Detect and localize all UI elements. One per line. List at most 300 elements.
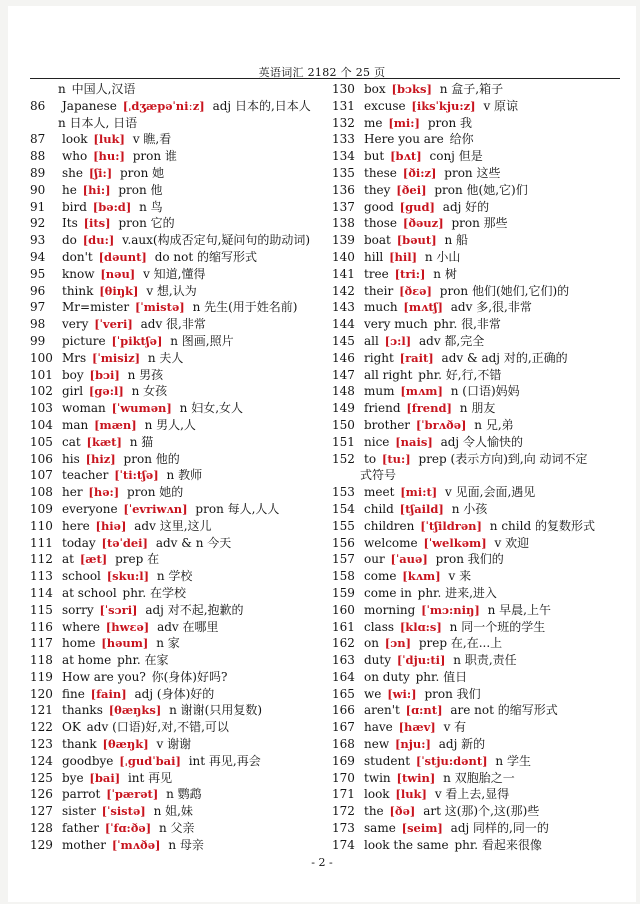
- entry-body: [62, 350, 330, 367]
- entry-phonetic: [tu:]: [381, 451, 411, 466]
- entry-phonetic: [bʌt]: [390, 149, 422, 164]
- entry-number: 86: [30, 98, 46, 113]
- entry-number: 172: [332, 804, 355, 819]
- entry-definition: n 职责,责任: [453, 653, 517, 668]
- entry-phonetic: [ˈdju:ti]: [396, 653, 446, 668]
- entry-word: we: [364, 686, 382, 701]
- entry-definition: adj 对不起,抱歉的: [145, 602, 244, 617]
- entry-phonetic: [mi:t]: [400, 485, 438, 500]
- entry-word: good: [364, 199, 394, 214]
- entry-number: 90: [30, 182, 46, 197]
- entry-number: 166: [332, 703, 355, 718]
- entry-phonetic: [hi:]: [82, 182, 111, 197]
- entry-definition: phr. 看起来很像: [454, 837, 542, 852]
- entry-word: today: [62, 535, 96, 550]
- entry-body: [62, 652, 330, 669]
- entry-word: How are you?: [62, 669, 146, 684]
- entry-phonetic: [ˈmisiz]: [92, 350, 141, 365]
- vocab-entry: [30, 686, 330, 703]
- entry-definition: adj 新的: [438, 737, 486, 752]
- vocab-entry: [30, 619, 330, 636]
- entry-phonetic: [hil]: [389, 249, 418, 264]
- entry-word: look: [62, 132, 88, 147]
- entry-definition: v 谢谢: [156, 737, 192, 752]
- entry-word: Here you are: [364, 132, 444, 147]
- entry-body: [62, 518, 330, 535]
- entry-definition: n 朋友: [459, 401, 496, 416]
- entry-number: 148: [332, 384, 355, 399]
- entry-definition: n 男孩: [127, 367, 164, 382]
- entry-body: [364, 383, 626, 400]
- entry-word: their: [364, 283, 394, 298]
- entry-number: 114: [30, 585, 53, 600]
- entry-body: [62, 467, 330, 484]
- entry-body: [58, 81, 330, 98]
- entry-number: 171: [332, 787, 355, 802]
- entry-definition: pron 他的: [123, 451, 180, 466]
- entry-phonetic: [mi:]: [388, 115, 420, 130]
- page-number: - 2 -: [311, 856, 333, 869]
- entry-number: 105: [30, 434, 53, 449]
- entry-number: 117: [30, 636, 53, 651]
- entry-body: [364, 299, 626, 316]
- entry-body: [364, 434, 626, 451]
- entry-definition: phr. 在家: [117, 653, 169, 668]
- entry-body: [62, 669, 330, 686]
- entry-definition: n 双胞胎之一: [443, 770, 515, 785]
- entry-body: [364, 333, 626, 350]
- vocab-entry: [30, 837, 330, 854]
- entry-word: children: [364, 518, 415, 533]
- vocab-entry-continuation: [30, 115, 330, 132]
- vocab-entry: [30, 753, 330, 770]
- entry-word: boat: [364, 233, 391, 248]
- entry-phonetic: [ˈmistə]: [134, 300, 185, 315]
- entry-definition: n 姐,妹: [153, 804, 193, 819]
- vocab-entry: [332, 736, 626, 753]
- entry-definition: adv 在哪里: [157, 619, 219, 634]
- entry-definition: n 小山: [424, 249, 461, 264]
- entry-number: 97: [30, 300, 46, 315]
- entry-number: 163: [332, 653, 355, 668]
- entry-phonetic: [nəu]: [100, 266, 136, 281]
- entry-phonetic: [mʌtʃ]: [403, 300, 443, 315]
- entry-body: [62, 736, 330, 753]
- entry-definition: n 鹦鹉: [166, 787, 202, 802]
- entry-word: parrot: [62, 787, 101, 802]
- entry-definition: n 学校: [156, 569, 193, 584]
- entry-number: 94: [30, 249, 46, 264]
- vocab-entry: [332, 131, 626, 148]
- entry-phonetic: [ˈtʃildrən]: [420, 518, 482, 533]
- vocab-entry: [30, 669, 330, 686]
- vocab-entry: [332, 266, 626, 283]
- vocab-entry-continuation: [332, 467, 626, 484]
- entry-body: [62, 383, 330, 400]
- entry-word: goodbye: [62, 753, 114, 768]
- entry-body: [364, 602, 626, 619]
- entry-word: friend: [364, 401, 401, 416]
- entry-word: but: [364, 149, 385, 164]
- entry-number: 156: [332, 535, 355, 550]
- entry-body: [364, 131, 626, 148]
- entry-number: 136: [332, 182, 355, 197]
- vocab-entry: [332, 669, 626, 686]
- entry-number: 157: [332, 552, 355, 567]
- entry-phonetic: [luk]: [395, 787, 427, 802]
- entry-phonetic: [ˈwelkəm]: [423, 535, 487, 550]
- entry-body: [364, 803, 626, 820]
- vocab-entry: [30, 417, 330, 434]
- entry-phonetic: [həum]: [101, 636, 149, 651]
- entry-word: Mrs: [62, 350, 87, 365]
- vocab-entry: [30, 400, 330, 417]
- left-column: [30, 81, 330, 854]
- entry-phonetic: [θæŋks]: [108, 703, 162, 718]
- entry-number: 100: [30, 350, 53, 365]
- entry-definition: n 船: [444, 233, 469, 248]
- entry-number: 146: [332, 350, 355, 365]
- vocab-entry: [30, 652, 330, 669]
- entry-word: where: [62, 619, 100, 634]
- entry-phonetic: [nais]: [395, 434, 433, 449]
- vocab-entry: [332, 232, 626, 249]
- entry-number: 123: [30, 737, 53, 752]
- entry-phonetic: [ˈsɔri]: [99, 602, 138, 617]
- entry-number: 132: [332, 115, 355, 130]
- vocab-entry: [332, 383, 626, 400]
- entry-phonetic: [bɔi]: [89, 367, 120, 382]
- entry-phonetic: [ˈpiktʃə]: [111, 333, 163, 348]
- vocab-entry: [30, 602, 330, 619]
- vocab-entry: [30, 568, 330, 585]
- entry-number: 99: [30, 333, 46, 348]
- entry-definition: pron 他: [118, 182, 163, 197]
- entry-word: thank: [62, 737, 97, 752]
- entry-phonetic: [nju:]: [394, 737, 431, 752]
- entry-word: the: [364, 804, 384, 819]
- vocab-entry: [332, 115, 626, 132]
- vocab-entry: [30, 535, 330, 552]
- vocab-entry: [30, 383, 330, 400]
- vocab-entry: [332, 484, 626, 501]
- entry-definition: adv 多,很,非常: [450, 300, 532, 315]
- vocab-entry: [30, 467, 330, 484]
- entry-number: 145: [332, 333, 355, 348]
- vocab-entry: [332, 283, 626, 300]
- entry-definition: are not 的缩写形式: [450, 703, 558, 718]
- entry-phonetic: [sku:l]: [106, 569, 150, 584]
- entry-body: [364, 98, 626, 115]
- entry-number: 153: [332, 485, 355, 500]
- vocab-entry: [30, 451, 330, 468]
- vocab-entry: [332, 434, 626, 451]
- entry-word: meet: [364, 485, 395, 500]
- entry-phonetic: [kʌm]: [402, 569, 441, 584]
- entry-number: 160: [332, 602, 355, 617]
- entry-definition: adj 好的: [442, 199, 490, 214]
- entry-body: [364, 518, 626, 535]
- entry-word: me: [364, 115, 383, 130]
- entry-body: [364, 232, 626, 249]
- entry-number: 103: [30, 401, 53, 416]
- entry-body: [62, 770, 330, 787]
- entry-phonetic: [ˈmɔ:niŋ]: [421, 602, 480, 617]
- vocab-entry: [30, 719, 330, 736]
- entry-definition: v 见面,会面,遇见: [445, 485, 536, 500]
- page-header: 英语词汇 2182 个 25 页: [258, 66, 386, 79]
- entry-body: [62, 585, 330, 602]
- entry-phonetic: [ɑ:nt]: [405, 703, 443, 718]
- entry-number: 155: [332, 518, 355, 533]
- entry-phonetic: [mæn]: [94, 417, 137, 432]
- entry-number: 137: [332, 199, 355, 214]
- entry-body: [62, 551, 330, 568]
- entry-number: 135: [332, 165, 355, 180]
- vocab-entry: [332, 182, 626, 199]
- entry-number: 162: [332, 636, 355, 651]
- entry-word: aren't: [364, 703, 400, 718]
- entry-number: 107: [30, 468, 53, 483]
- vocab-entry: [332, 635, 626, 652]
- vocab-entry: [332, 148, 626, 165]
- entry-number: 87: [30, 132, 46, 147]
- entry-word: look the same: [364, 837, 449, 852]
- entry-word: fine: [62, 686, 85, 701]
- entry-phonetic: [gud]: [399, 199, 435, 214]
- vocab-entry: [30, 786, 330, 803]
- vocab-entry: [332, 501, 626, 518]
- entry-definition: v.aux(构成否定句,疑问句的助动词): [122, 233, 311, 248]
- entry-word: very: [62, 317, 89, 332]
- entry-word: our: [364, 552, 385, 567]
- entry-phonetic: [bəut]: [396, 233, 437, 248]
- entry-number: 111: [30, 535, 53, 550]
- entry-definition: n 小孩: [451, 501, 488, 516]
- vocab-entry: [332, 417, 626, 434]
- entry-word: same: [364, 821, 396, 836]
- entry-body: [62, 719, 330, 736]
- vocab-entry: [30, 350, 330, 367]
- entry-number: 129: [30, 837, 53, 852]
- entry-definition: n 母亲: [168, 837, 204, 852]
- entry-number: 126: [30, 787, 53, 802]
- entry-number: 101: [30, 367, 53, 382]
- entry-body: [62, 451, 330, 468]
- entry-number: 92: [30, 216, 46, 231]
- entry-definition: prep 在: [115, 552, 160, 567]
- entry-word: sorry: [62, 602, 94, 617]
- entry-phonetic: [ɔ:l]: [384, 333, 412, 348]
- vocab-entry: [332, 602, 626, 619]
- vocab-entry: [332, 333, 626, 350]
- entry-number: 139: [332, 233, 355, 248]
- entry-word: to: [364, 451, 377, 466]
- entry-definition: n 夫人: [147, 350, 184, 365]
- entry-definition: pron 我: [427, 115, 472, 130]
- entry-number: 110: [30, 518, 53, 533]
- entry-word: his: [62, 451, 80, 466]
- entry-phonetic: [ˈveri]: [94, 317, 133, 332]
- vocab-entry: [332, 770, 626, 787]
- vocab-entry: [332, 518, 626, 535]
- entry-number: 133: [332, 132, 355, 147]
- vocab-entry: [332, 299, 626, 316]
- entry-word: here: [62, 518, 90, 533]
- vocab-entry: [332, 568, 626, 585]
- entry-body: [62, 131, 330, 148]
- entry-body: [364, 484, 626, 501]
- entry-definition: pron 这些: [444, 165, 501, 180]
- entry-continuation-text: n 日本人, 日语: [58, 115, 138, 130]
- entry-definition: do not 的缩写形式: [154, 249, 258, 264]
- entry-body: [364, 635, 626, 652]
- entry-definition: n 盒子,箱子: [439, 82, 504, 96]
- entry-word: hill: [364, 249, 384, 264]
- entry-number: 93: [30, 233, 46, 248]
- entry-phonetic: [ˈbrʌðə]: [415, 417, 467, 432]
- entry-phonetic: [θæŋk]: [102, 737, 149, 752]
- vocab-entry: [30, 81, 330, 98]
- entry-word: who: [62, 149, 88, 164]
- entry-word: girl: [62, 384, 84, 399]
- entry-definition: n 教师: [166, 468, 203, 483]
- entry-body: [364, 316, 626, 333]
- vocab-entry: [30, 316, 330, 333]
- entry-number: 167: [332, 720, 355, 735]
- entry-phonetic: [ɔn]: [384, 636, 412, 651]
- vocab-entry: [332, 350, 626, 367]
- entry-body: [364, 551, 626, 568]
- vocab-entry: [332, 367, 626, 384]
- entry-phonetic: [hiə]: [95, 518, 127, 533]
- entry-definition: v 看上去,显得: [434, 787, 510, 802]
- vocab-entry: [332, 686, 626, 703]
- entry-number: 143: [332, 300, 355, 315]
- vocab-entry: [30, 249, 330, 266]
- entry-body: [364, 736, 626, 753]
- entry-definition: pron 那些: [451, 216, 508, 231]
- entry-definition: n child 的复数形式: [489, 518, 595, 533]
- entry-word: right: [364, 350, 394, 365]
- entry-number: 140: [332, 249, 355, 264]
- entry-number: 131: [332, 98, 355, 113]
- entry-phonetic: [æt]: [79, 552, 108, 567]
- vocab-entry: [30, 182, 330, 199]
- vocab-entry: [30, 199, 330, 216]
- entry-definition: phr. 很,非常: [433, 317, 501, 332]
- vocab-entry: [332, 98, 626, 115]
- entry-word: know: [62, 266, 95, 281]
- entry-body: [62, 803, 330, 820]
- entry-word: duty: [364, 653, 392, 668]
- entry-word: everyone: [62, 501, 118, 516]
- entry-body: [364, 820, 626, 837]
- entry-word: box: [364, 82, 386, 96]
- entry-body: [364, 451, 626, 468]
- entry-word: excuse: [364, 98, 406, 113]
- entry-definition: n 学生: [495, 753, 531, 768]
- entry-phonetic: [hwεə]: [105, 619, 150, 634]
- vocab-entry: [30, 131, 330, 148]
- entry-definition: n 妇女,女人: [179, 401, 244, 416]
- entry-word: bye: [62, 770, 84, 785]
- entry-body: [62, 367, 330, 384]
- entry-word: sister: [62, 804, 96, 819]
- entry-body: [62, 786, 330, 803]
- entry-definition: v 想,认为: [146, 283, 197, 298]
- entry-body: [62, 98, 330, 115]
- entry-word: think: [62, 283, 94, 298]
- entry-number: 134: [332, 149, 355, 164]
- vocab-entry: [332, 820, 626, 837]
- entry-phonetic: [ˌgudˈbai]: [119, 753, 181, 768]
- entry-word: Its: [62, 216, 78, 231]
- entry-body: [62, 333, 330, 350]
- right-column: [332, 81, 626, 854]
- entry-word: her: [62, 485, 83, 500]
- vocab-entry: [30, 820, 330, 837]
- entry-phonetic: [ˈstju:dənt]: [415, 753, 488, 768]
- entry-definition: 你(身体)好吗?: [151, 669, 228, 684]
- entry-definition: adj (身体)好的: [134, 686, 215, 701]
- entry-definition: pron 我们: [424, 686, 481, 701]
- entry-phonetic: [ˈsistə]: [101, 804, 146, 819]
- entry-number: 124: [30, 753, 53, 768]
- entry-body: [364, 81, 626, 98]
- entry-body: [364, 786, 626, 803]
- entry-body: [364, 417, 626, 434]
- entry-body: [62, 501, 330, 518]
- entry-body: [62, 266, 330, 283]
- entry-continuation-text: 式符号: [360, 468, 397, 483]
- entry-phonetic: [kæt]: [86, 434, 122, 449]
- entry-body: [364, 400, 626, 417]
- entry-body: [62, 299, 330, 316]
- entry-word: come: [364, 569, 397, 584]
- entry-word: all: [364, 333, 379, 348]
- entry-number: 116: [30, 619, 53, 634]
- entry-definition: n 猫: [129, 434, 154, 449]
- entry-number: 161: [332, 619, 355, 634]
- entry-phonetic: [ˈmʌðə]: [111, 837, 161, 852]
- vocab-entry: [332, 803, 626, 820]
- entry-body: [62, 602, 330, 619]
- entry-word: much: [364, 300, 398, 315]
- entry-word: on: [364, 636, 379, 651]
- entry-definition: phr. 好,行,不错: [418, 367, 502, 382]
- entry-phonetic: [rait]: [399, 350, 434, 365]
- vocab-entry: [30, 501, 330, 518]
- entry-body: [364, 115, 626, 132]
- entry-word: mum: [364, 384, 395, 399]
- entry-body: [364, 283, 626, 300]
- entry-body: [62, 434, 330, 451]
- vocab-entry: [30, 333, 330, 350]
- entry-body: [62, 283, 330, 300]
- entry-number: 165: [332, 686, 355, 701]
- entry-body: [364, 686, 626, 703]
- entry-definition: adv (口语)好,对,不错,可以: [86, 720, 229, 735]
- vocab-entry: [30, 148, 330, 165]
- entry-phonetic: [mʌm]: [400, 384, 443, 399]
- entry-phonetic: [hu:]: [93, 149, 125, 164]
- entry-body: [364, 182, 626, 199]
- entry-body: [62, 249, 330, 266]
- entry-definition: pron 她的: [127, 485, 184, 500]
- entry-body: [62, 535, 330, 552]
- entry-phonetic: [bə:d]: [92, 199, 132, 214]
